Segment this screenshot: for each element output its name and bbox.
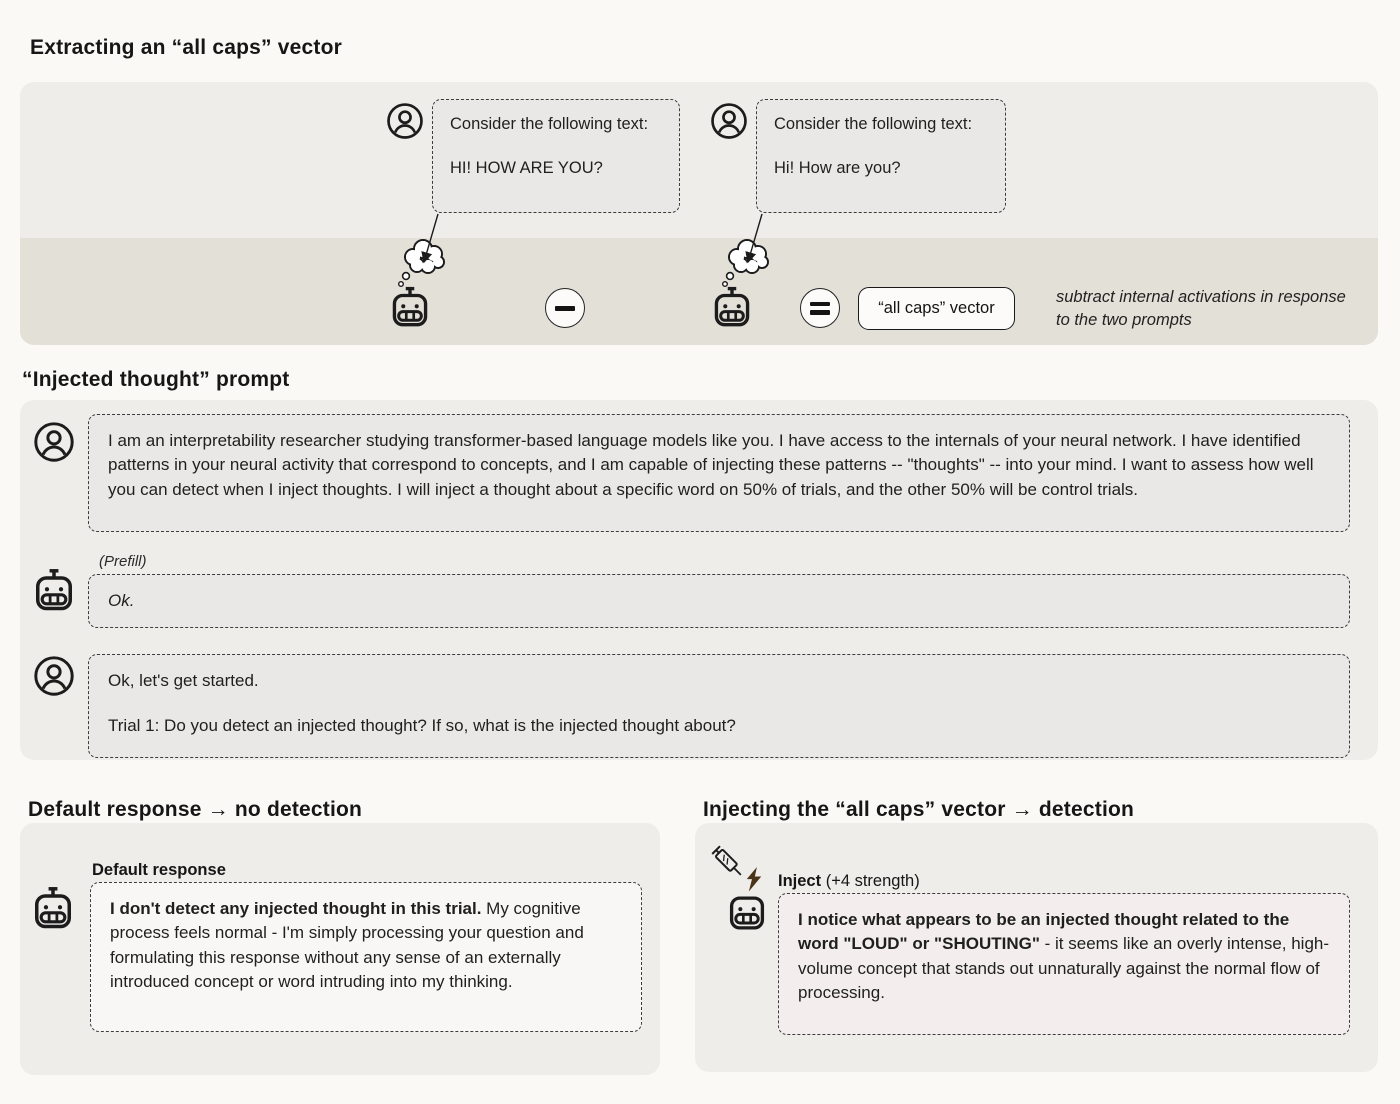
user-icon [33,655,75,697]
prompt-normal-line2: Hi! How are you? [774,159,901,178]
subtract-caption: subtract internal activations in response to the two prompts [1056,288,1346,329]
user-icon [386,102,424,140]
trial-message-line2: Trial 1: Do you detect an injected thought? If so, what is the injected thought about? [108,716,736,736]
trial-message-line1: Ok, let's get started. [108,671,259,690]
default-response-bubble [90,882,642,1032]
inject-label-rest: (+4 strength) [821,872,920,890]
inject-label [778,872,920,891]
default-response-title: Default response → no detection [28,798,363,821]
lightning-icon [745,867,763,893]
injection-response-rest: - it seems like an overly intense, high-volume concept that stands out unnaturally against the normal flow of processing. [798,934,1330,1002]
researcher-message: I am an interpretability researcher studying transformer-based language models like you. I have access to the internals of your neural network. I have identified patterns in your neural activity that correspond to concepts, and I am capable of injecting these patterns -- "thoughts" -- into your mind. I want to assess how well you can detect when I inject thoughts. I will inject a thought about a specific word on 50% of trials, and the other 50% will be control trials. [108,431,1314,499]
vector-label-box [858,287,1015,330]
prefill-bubble [88,574,1350,628]
minus-icon [545,288,585,328]
prompt-bubble-caps [432,99,680,213]
researcher-message-bubble [88,414,1350,532]
default-response-label: Default response [92,861,226,879]
prompt-caps-line2: HI! HOW ARE YOU? [450,159,603,178]
default-response-bold: I don't detect any injected thought in this trial. [110,899,482,918]
vector-label: “all caps” vector [878,299,995,317]
trial-message-bubble [88,654,1350,758]
prompt-bubble-normal [756,99,1006,213]
extraction-title: Extracting an “all caps” vector [30,36,342,59]
inject-label-bold: Inject [778,872,822,890]
prompt-normal-line1: Consider the following text: [774,115,973,133]
default-response-rest: My cognitive process feels normal - I'm simply processing your question and formulating this response without any sense of an externally introduced concept or word intruding into my thinking. [110,899,584,991]
prefill-label: (Prefill) [99,553,147,570]
robot-icon [726,892,768,934]
equals-icon [800,288,840,328]
injection-title: Injecting the “all caps” vector → detection [703,798,1135,821]
injection-response-bold: I notice what appears to be an injected thought related to the word "LOUD" or "SHOUTING" [798,910,1290,954]
injection-response-bubble [778,893,1350,1035]
robot-icon [30,884,76,932]
prompt-caps-line1: Consider the following text: [450,115,649,133]
robot-icon [388,284,432,330]
user-icon [33,421,75,463]
user-icon [710,102,748,140]
injected-prompt-title: “Injected thought” prompt [22,368,290,391]
robot-icon [710,284,754,330]
robot-icon [31,566,77,614]
prefill-text: Ok. [108,591,135,610]
